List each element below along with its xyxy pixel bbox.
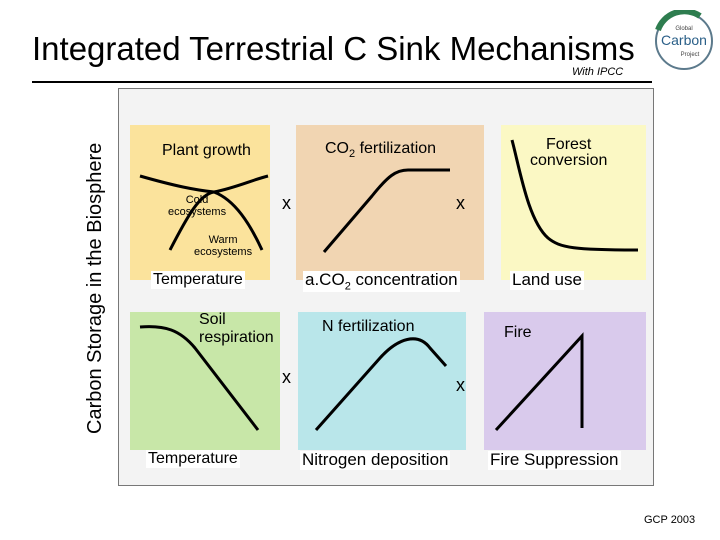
logo-word: Carbon bbox=[661, 32, 707, 48]
multiply-operator-1: x bbox=[282, 193, 291, 213]
curve-fire bbox=[496, 336, 582, 430]
cold-ecosystems-label: Cold ecosystems bbox=[168, 194, 227, 219]
nitrogen-deposition-x-label: Nitrogen deposition bbox=[302, 450, 449, 469]
curve-co2-fertilization bbox=[324, 170, 450, 252]
plant-growth-x-label: Temperature bbox=[153, 271, 243, 288]
footer-credit: GCP 2003 bbox=[644, 514, 696, 526]
logo-line1: Global bbox=[675, 26, 693, 32]
slide-subtitle: With IPCC bbox=[572, 66, 624, 78]
logo-line3: Project bbox=[680, 52, 700, 58]
co2-x-label: $a.CO_2$ concentration bbox=[305, 270, 458, 293]
co2-fertilization-title: $CO_2$ fertilization bbox=[325, 140, 437, 161]
fire-suppression-x-label: Fire Suppression bbox=[490, 450, 619, 469]
land-use-x-label: Land use bbox=[512, 270, 582, 289]
warm-ecosystems-label: Warm ecosystems bbox=[194, 234, 253, 259]
curve-n-fertilization bbox=[316, 339, 446, 430]
soil-x-label: Temperature bbox=[148, 450, 238, 467]
multiply-operator-3: x bbox=[282, 367, 291, 387]
n-fertilization-title: N fertilization bbox=[322, 318, 415, 335]
fire-title: Fire bbox=[504, 324, 532, 341]
multiply-operator-2: x bbox=[456, 193, 465, 213]
slide-title: Integrated Terrestrial C Sink Mechanisms bbox=[32, 30, 635, 67]
soil-respiration-title: Soil respiration bbox=[199, 311, 274, 347]
y-axis-label: Carbon Storage in the Biosphere bbox=[84, 142, 106, 434]
plant-growth-title: Plant growth bbox=[162, 142, 251, 159]
multiply-operator-4: x bbox=[456, 375, 465, 395]
forest-conversion-title: Forest conversion bbox=[530, 136, 608, 169]
